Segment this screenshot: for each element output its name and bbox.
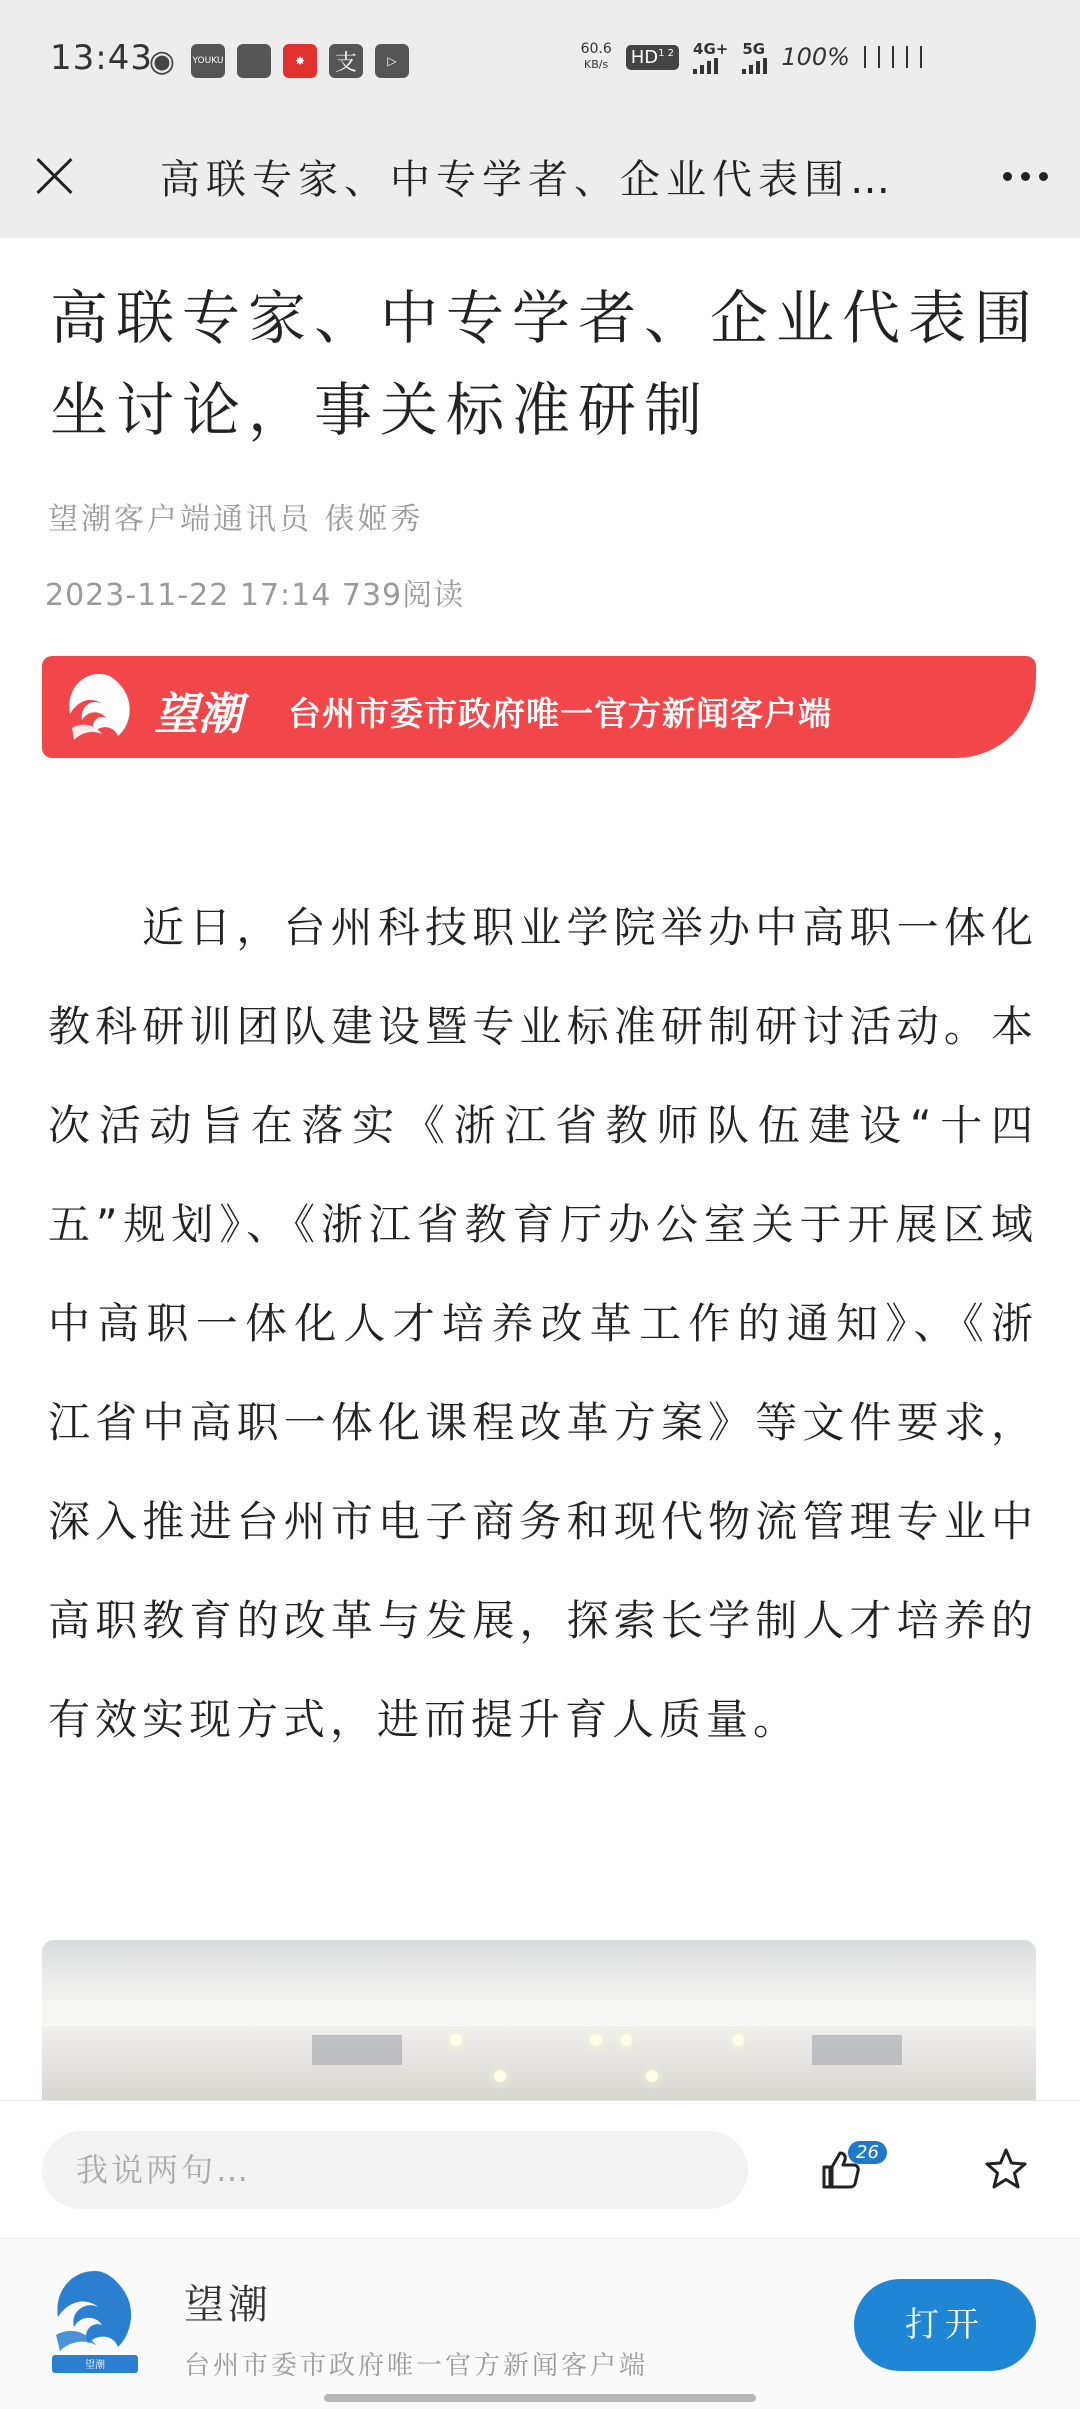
comment-input[interactable]: 我说两句… — [42, 2131, 748, 2209]
hd-icon — [626, 45, 679, 70]
wangchao-logo-icon — [58, 666, 142, 750]
status-app-icons — [145, 44, 409, 78]
signal-4g-icon — [693, 40, 728, 74]
open-app-button[interactable]: 打开 — [854, 2279, 1036, 2371]
like-count-badge: 26 — [848, 2141, 887, 2164]
promo-app-name: 望潮 — [184, 2282, 272, 2328]
comment-bar — [0, 2100, 1080, 2239]
play-icon: ▷ — [375, 44, 409, 78]
app-promo-bar — [0, 2238, 1080, 2409]
article-byline: 望潮客户端通讯员 俵姬秀 — [48, 502, 424, 537]
article-body-paragraph: 近日，台州科技职业学院举办中高职一体化教科研训团队建设暨专业标准研制研讨活动。本次活动旨在落实《浙江省教师队伍建设“十四五”规划》、《浙江省教育厅办公室关于开展区域中高职一体化人才培养改革工作的通知》、《浙江省中高职一体化课程改革方案》等文件要求，深入推进台州市电子商务和现代物流管理专业中高职教育的改革与发展，探索长学制人才培养的有效实现方式，进而提升育人质量。 — [48, 903, 1038, 1744]
article-title: 高联专家、中专学者、企业代表围坐讨论，事关标准研制 — [50, 284, 1041, 444]
youku-icon: YOUKU — [191, 44, 225, 78]
signal-5g-label: 5G — [742, 40, 766, 58]
status-time: 13:43 — [50, 38, 153, 78]
svg-text:望潮: 望潮 — [85, 2360, 105, 2371]
battery-icon — [864, 46, 930, 68]
article-photo[interactable] — [42, 1940, 1036, 2100]
app-banner[interactable] — [42, 656, 1036, 758]
red-app-icon: ✸ — [283, 44, 317, 78]
app-icon — [237, 44, 271, 78]
nav-title: 高联专家、中专学者、企业代表围… — [160, 157, 896, 203]
banner-brand: 望潮 — [154, 689, 242, 740]
close-icon[interactable] — [28, 150, 80, 202]
signal-5g-icon — [742, 40, 767, 74]
weibo-icon: ◉ — [148, 43, 176, 79]
nav-bar — [0, 126, 1080, 238]
hd-sub: 1 2 — [658, 47, 675, 59]
article-meta: 2023-11-22 17:14 739阅读 — [45, 578, 465, 613]
banner-slogan: 台州市委市政府唯一官方新闻客户端 — [288, 694, 832, 733]
hd-label: HD — [630, 46, 659, 68]
network-speed-unit: KB/s — [584, 58, 609, 71]
wangchao-app-logo-icon — [40, 2265, 150, 2375]
alipay-icon: 支 — [329, 44, 363, 78]
home-indicator[interactable] — [324, 2394, 756, 2402]
network-speed-value: 60.6 — [580, 41, 612, 57]
battery-level: 100% — [781, 43, 850, 71]
more-options-icon[interactable] — [1003, 172, 1048, 181]
network-speed — [581, 41, 612, 73]
signal-4g-label: 4G+ — [693, 40, 729, 58]
status-bar — [0, 0, 1080, 126]
promo-app-description: 台州市委市政府唯一官方新闻客户端 — [184, 2351, 649, 2381]
status-indicators — [581, 40, 930, 74]
favorite-star-icon[interactable] — [984, 2147, 1028, 2191]
